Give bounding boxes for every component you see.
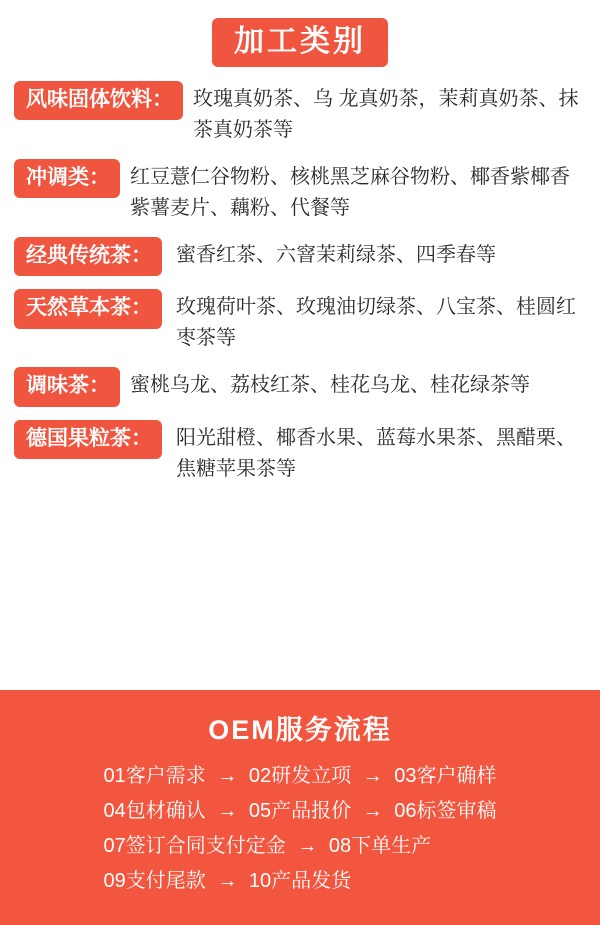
category-label: 天然草本茶： — [14, 289, 162, 328]
arrow-icon: → — [362, 765, 383, 787]
category-text: 红豆薏仁谷物粉、核桃黑芝麻谷物粉、椰香紫椰香紫薯麦片、藕粉、代餐等 — [130, 166, 570, 219]
category-label: 冲调类： — [14, 159, 120, 198]
oem-title: OEM服务流程 — [208, 715, 392, 745]
oem-step: 07签订合同支付定金 — [103, 835, 286, 857]
category-text: 玫瑰荷叶茶、玫瑰油切绿茶、八宝茶、桂圆红枣茶等 — [176, 296, 576, 350]
arrow-icon: → — [217, 870, 238, 892]
oem-step: 01客户需求 — [103, 765, 206, 787]
category-row-1 — [14, 159, 588, 224]
category-label: 经典传统茶： — [14, 237, 162, 276]
oem-process-section — [0, 690, 600, 925]
oem-step-line — [104, 759, 497, 794]
oem-step: 08下单生产 — [328, 835, 432, 857]
header — [0, 0, 600, 67]
category-label: 调味茶： — [14, 367, 120, 406]
category-row-0 — [14, 81, 588, 146]
arrow-icon: → — [297, 835, 318, 857]
oem-step: 09支付尾款 — [103, 870, 206, 892]
category-row-3 — [14, 289, 588, 354]
page-title: 加工类别 — [212, 18, 388, 67]
oem-step-line — [104, 864, 497, 899]
oem-step: 03客户确样 — [394, 765, 497, 787]
oem-step-line — [104, 794, 497, 829]
oem-step: 06标签审稿 — [394, 800, 497, 822]
category-list — [0, 81, 600, 485]
arrow-icon: → — [217, 765, 238, 787]
category-label: 风味固体饮料： — [14, 81, 183, 120]
oem-step: 10产品发货 — [248, 870, 352, 892]
category-text: 蜜桃乌龙、荔枝红茶、桂花乌龙、桂花绿茶等 — [130, 374, 530, 397]
oem-step: 05产品报价 — [248, 800, 352, 822]
arrow-icon: → — [362, 800, 383, 822]
category-row-5 — [14, 420, 588, 485]
oem-step-list — [104, 759, 497, 899]
category-text: 蜜香红茶、六窨茉莉绿茶、四季春等 — [176, 244, 496, 266]
category-text: 玫瑰真奶茶、乌 龙真奶茶，茉莉真奶茶、抹茶真奶茶等 — [193, 88, 579, 141]
oem-step-line — [104, 829, 497, 864]
category-label: 德国果粒茶： — [14, 420, 162, 459]
category-row-4 — [14, 367, 588, 406]
arrow-icon: → — [217, 800, 238, 822]
oem-step: 02研发立项 — [248, 765, 352, 787]
category-row-2 — [14, 237, 588, 276]
oem-step: 04包材确认 — [103, 800, 206, 822]
category-text: 阳光甜橙、椰香水果、蓝莓水果茶、黑醋栗、焦糖苹果茶等 — [176, 426, 576, 480]
